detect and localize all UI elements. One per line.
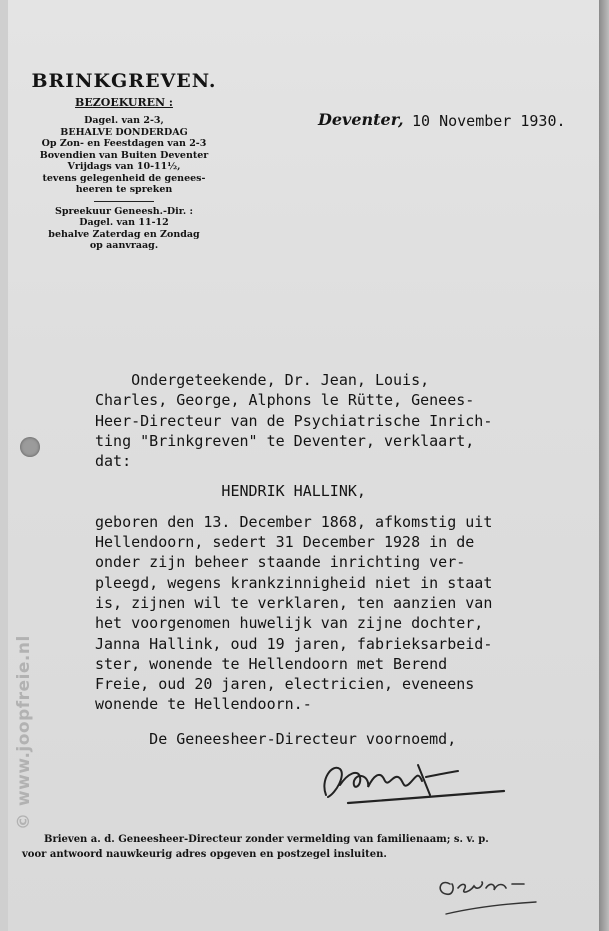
- visiting-line: Op Zon- en Feestdagen van 2-3: [41, 138, 207, 149]
- page-edge: [599, 0, 609, 931]
- body-line: Charles, George, Alphons le Rütte, Genees-: [95, 391, 475, 410]
- punch-hole: [20, 437, 40, 457]
- copyright-watermark: © www.joopfreie.nl: [14, 635, 34, 830]
- body-line: is, zijnen wil te verklaren, ten aanzien van: [95, 593, 493, 612]
- body-line: ting "Brinkgreven" te Deventer, verklaart,: [95, 431, 475, 450]
- approval-initials: [432, 862, 542, 922]
- consult-line: Dagel. van 11-12: [79, 217, 169, 228]
- body-line: onder zijn beheer staande inrichting ver-: [95, 553, 466, 572]
- patient-name: HENDRIK HALLINK,: [95, 482, 366, 501]
- letterhead: [18, 70, 230, 252]
- dateline-place: Deventer,: [318, 110, 404, 129]
- visiting-line: tevens gelegenheid de genees-: [42, 172, 206, 184]
- body-line: wonende te Hellendoorn.-: [95, 695, 312, 714]
- visiting-line: BEHALVE DONDERDAG: [60, 126, 188, 138]
- body-line: geboren den 13. December 1868, afkomstig uit: [95, 512, 493, 531]
- consult-hours-title: Spreekuur Geneesh.-Dir. :: [54, 205, 194, 217]
- divider: [94, 201, 154, 202]
- body-line: Janna Hallink, oud 19 jaren, fabrieksarbeid-: [95, 634, 493, 653]
- body-line: Freie, oud 20 jaren, electricien, eveneens: [95, 675, 475, 694]
- visiting-line: Vrijdags van 10-11½,: [67, 161, 181, 172]
- body-line: Hellendoorn, sedert 31 December 1928 in de: [95, 533, 475, 552]
- consult-line: op aanvraag.: [89, 240, 159, 251]
- footer-note: [22, 832, 582, 862]
- footer-line: Brieven a. d. Geneesheer-Directeur zonder vermelding van familienaam; s. v. p.: [44, 834, 489, 845]
- visiting-line: heeren te spreken: [75, 184, 173, 195]
- director-signature: [318, 755, 508, 815]
- visiting-line: Dagel. van 2-3,: [84, 115, 164, 126]
- body-line: het voorgenomen huwelijk van zijne dochter,: [95, 614, 484, 633]
- visiting-line: Bovendien van Buiten Deventer: [39, 149, 209, 161]
- body-line: Heer-Directeur van de Psychiatrische Inrich-: [95, 411, 493, 430]
- closing-line: De Geneesheer-Directeur voornoemd,: [95, 729, 457, 748]
- dateline-date: 10 November 1930.: [412, 112, 566, 130]
- body-line: dat:: [95, 452, 132, 471]
- consult-line: behalve Zaterdag en Zondag: [48, 228, 200, 240]
- body-line: Ondergeteekende, Dr. Jean, Louis,: [95, 371, 430, 389]
- body-line: ster, wonende te Hellendoorn met Berend: [95, 654, 448, 673]
- footer-line: voor antwoord nauwkeurig adres opgeven en postzegel insluiten.: [22, 849, 387, 860]
- letter-body: [95, 370, 595, 749]
- visiting-hours-title: BEZOEKUREN :: [75, 96, 173, 109]
- institution-name: BRINKGREVEN.: [31, 70, 217, 92]
- body-line: pleegd, wegens krankzinnigheid niet in staat: [95, 573, 493, 592]
